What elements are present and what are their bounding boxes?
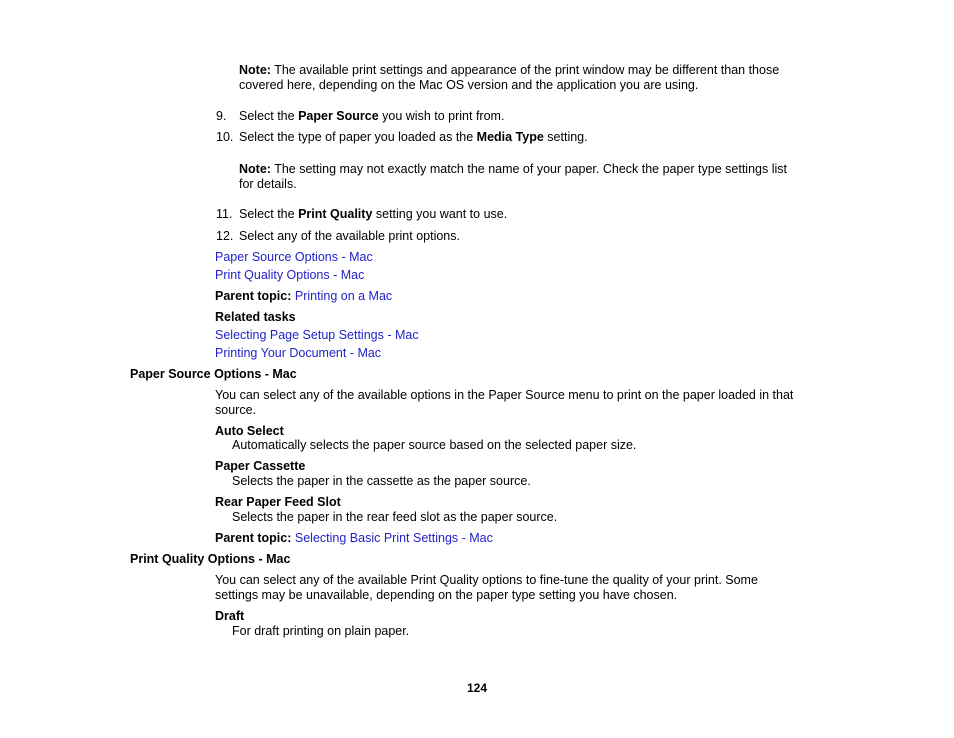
link-item bbox=[215, 328, 419, 343]
term-draft: Draft bbox=[215, 609, 245, 623]
step-12: 12. Select any of the available print options. bbox=[216, 229, 460, 243]
note-paragraph-2: Note: The setting may not exactly match the name of your paper. Check the paper type settings list for details. bbox=[239, 162, 787, 191]
step-10: 10. Select the type of paper you loaded as the Media Type setting. bbox=[216, 130, 588, 144]
note-paragraph: Note: The available print settings and appearance of the print window may be different than those covered here, depending on the Mac OS version and the application you are using. bbox=[239, 63, 780, 92]
term-paper-cassette: Paper Cassette bbox=[215, 459, 306, 473]
paper-source-options-link[interactable]: Paper Source Options - Mac bbox=[215, 250, 373, 264]
term-auto-select: Auto Select bbox=[215, 424, 284, 438]
page-number: 124 bbox=[466, 681, 488, 695]
term-rear-paper-feed: Rear Paper Feed Slot bbox=[215, 495, 341, 509]
section-intro: You can select any of the available Print Quality options to fine-tune the quality of your print. Some settings may be unavailable, depending on the paper type setting you have chosen. bbox=[215, 573, 758, 602]
link-item bbox=[215, 346, 381, 361]
step-11: 11. Select the Print Quality setting you want to use. bbox=[216, 207, 508, 221]
related-tasks-heading: Related tasks bbox=[215, 310, 296, 324]
printing-on-mac-link[interactable]: Printing on a Mac bbox=[294, 289, 393, 303]
term-description: For draft printing on plain paper. bbox=[232, 624, 410, 638]
section-title-print-quality: Print Quality Options - Mac bbox=[130, 552, 291, 566]
basic-print-settings-link[interactable]: Selecting Basic Print Settings - Mac bbox=[294, 531, 493, 545]
parent-topic: Parent topic: Printing on a Mac bbox=[215, 289, 393, 303]
note-label: Note: bbox=[239, 162, 271, 176]
section-title-paper-source: Paper Source Options - Mac bbox=[130, 367, 297, 381]
link-item bbox=[215, 250, 373, 265]
term-description: Selects the paper in the rear feed slot as the paper source. bbox=[232, 510, 558, 524]
print-quality-options-link[interactable]: Print Quality Options - Mac bbox=[215, 268, 365, 282]
section-intro: You can select any of the available options in the Paper Source menu to print on the paper loaded in that source. bbox=[215, 388, 794, 417]
term-description: Selects the paper in the cassette as the paper source. bbox=[232, 474, 531, 488]
page-setup-settings-link[interactable]: Selecting Page Setup Settings - Mac bbox=[215, 328, 419, 342]
term-description: Automatically selects the paper source based on the selected paper size. bbox=[232, 438, 637, 452]
printing-your-document-link[interactable]: Printing Your Document - Mac bbox=[215, 346, 382, 360]
note-label: Note: bbox=[239, 63, 271, 77]
step-9: 9. Select the Paper Source you wish to print from. bbox=[216, 109, 505, 123]
link-item bbox=[215, 268, 364, 283]
parent-topic: Parent topic: Selecting Basic Print Settings - Mac bbox=[215, 531, 493, 545]
